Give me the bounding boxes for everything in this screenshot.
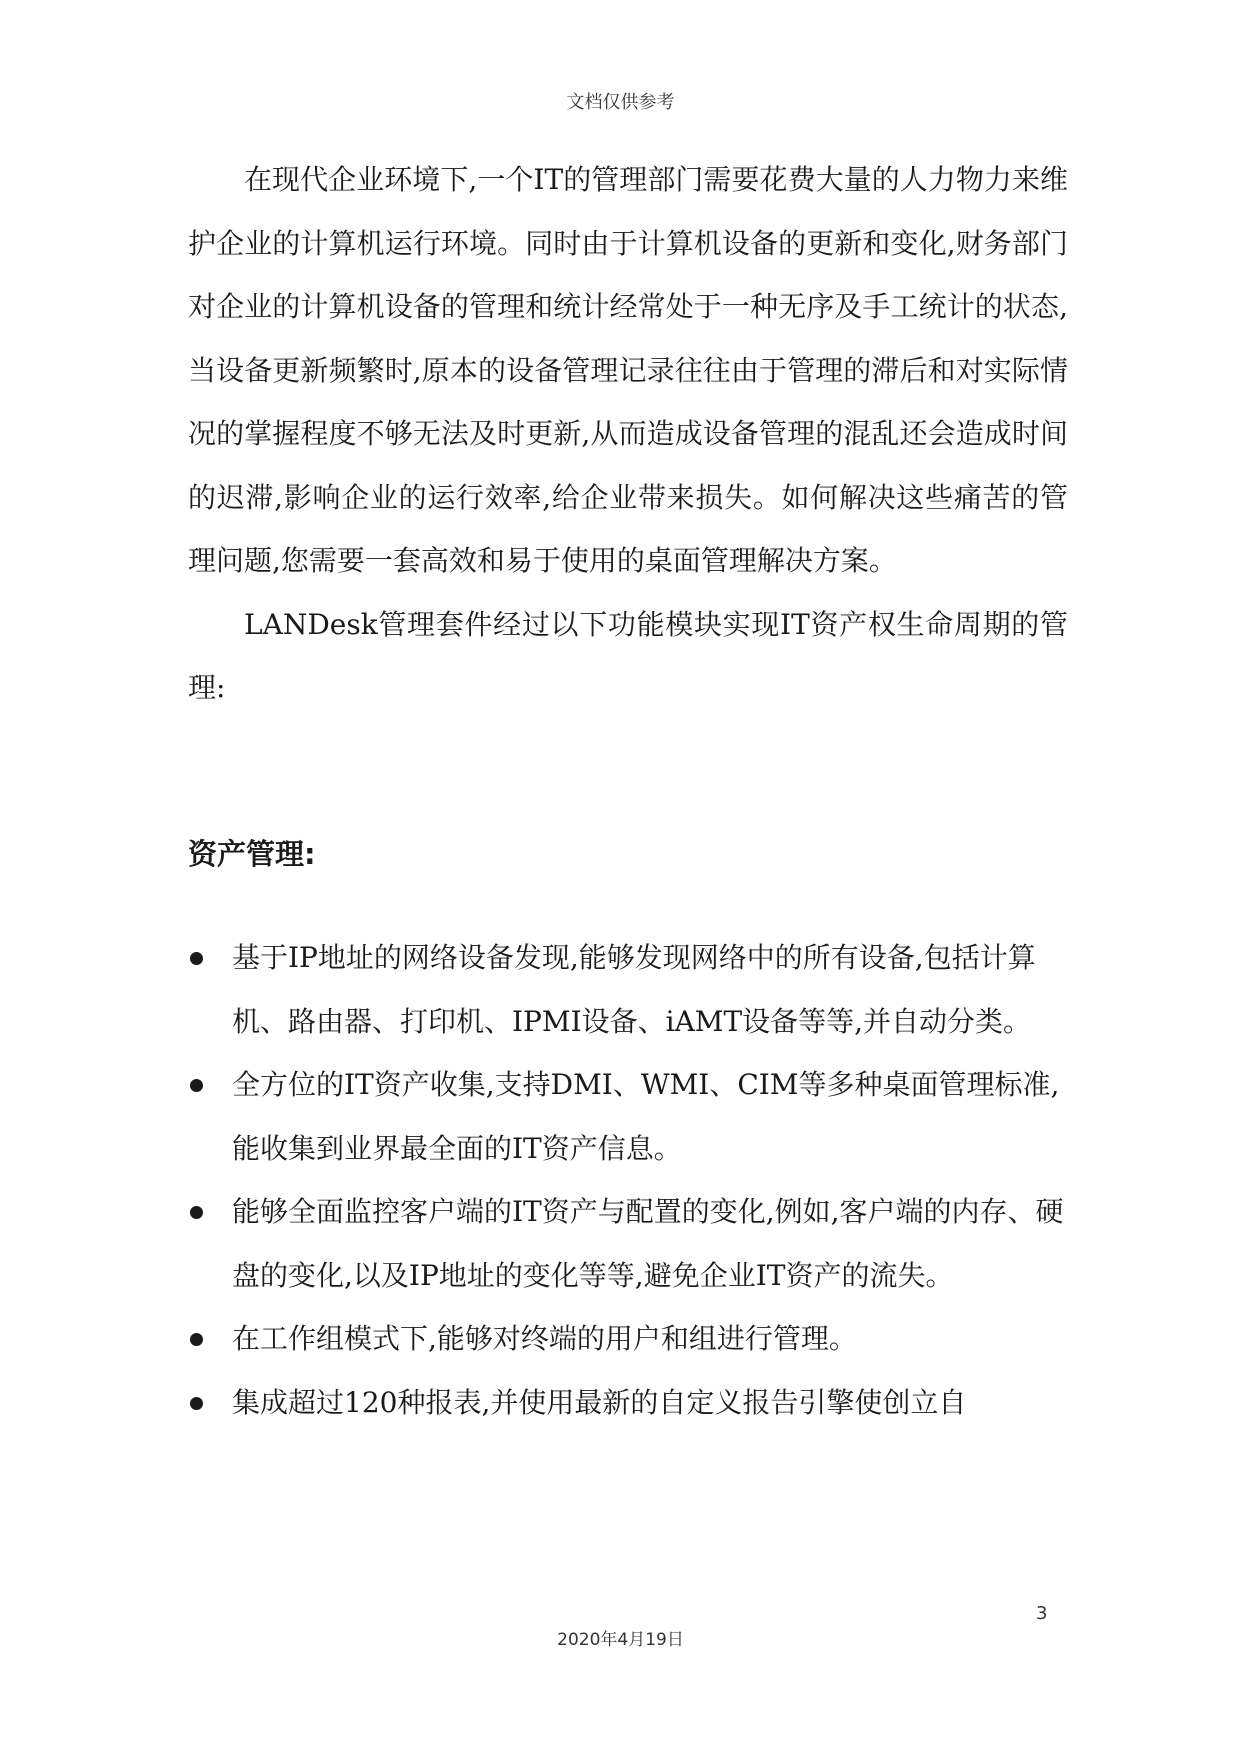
list-item-text: 全方位的IT资产收集,支持DMI、WMI、CIM等多种桌面管理标准,能收集到业界最全面的IT资产信息。: [232, 1068, 1060, 1165]
list-item-text: 在工作组模式下,能够对终端的用户和组进行管理。: [232, 1322, 857, 1355]
section-heading: 资产管理:: [188, 837, 316, 871]
list-item: [188, 1180, 1068, 1307]
list-item: [188, 926, 1068, 1053]
bullet-icon: [190, 1333, 203, 1346]
paragraph-intro: 在现代企业环境下,一个IT的管理部门需要花费大量的人力物力来维护企业的计算机运行环境。同时由于计算机设备的更新和变化,财务部门对企业的计算机设备的管理和统计经常处于一种无序及手工统计的状态,当设备更新频繁时,原本的设备管理记录往往由于管理的滞后和对实际情况的掌握程度不够无法及时更新,从而造成设备管理的混乱还会造成时间的迟滞,影响企业的运行效率,给企业带来损失。如何解决这些痛苦的管理问题,您需要一套高效和易于使用的桌面管理解决方案。: [188, 163, 1068, 577]
list-item-text: 基于IP地址的网络设备发现,能够发现网络中的所有设备,包括计算机、路由器、打印机、IPMI设备、iAMT设备等等,并自动分类。: [232, 941, 1036, 1038]
footer-date: 2020年4月19日: [557, 1630, 684, 1650]
list-item: [188, 1371, 1068, 1435]
bullet-icon: [190, 1397, 203, 1410]
paragraph-landesk: LANDesk管理套件经过以下功能模块实现IT资产权生命周期的管理:: [188, 607, 1068, 704]
list-item: [188, 1307, 1068, 1371]
bullet-icon: [190, 952, 203, 965]
bullet-icon: [190, 1206, 203, 1219]
list-item-text: 能够全面监控客户端的IT资产与配置的变化,例如,客户端的内存、硬盘的变化,以及IP地址的变化等等,避免企业IT资产的流失。: [232, 1195, 1064, 1292]
feature-list: [188, 926, 1068, 1434]
page-header-watermark: 文档仅供参考: [566, 92, 675, 113]
bullet-icon: [190, 1079, 203, 1092]
page-number: 3: [1036, 1603, 1048, 1624]
body-text: [188, 148, 1068, 720]
list-item: [188, 1053, 1068, 1180]
list-item-text: 集成超过120种报表,并使用最新的自定义报告引擎使创立自: [232, 1385, 967, 1419]
